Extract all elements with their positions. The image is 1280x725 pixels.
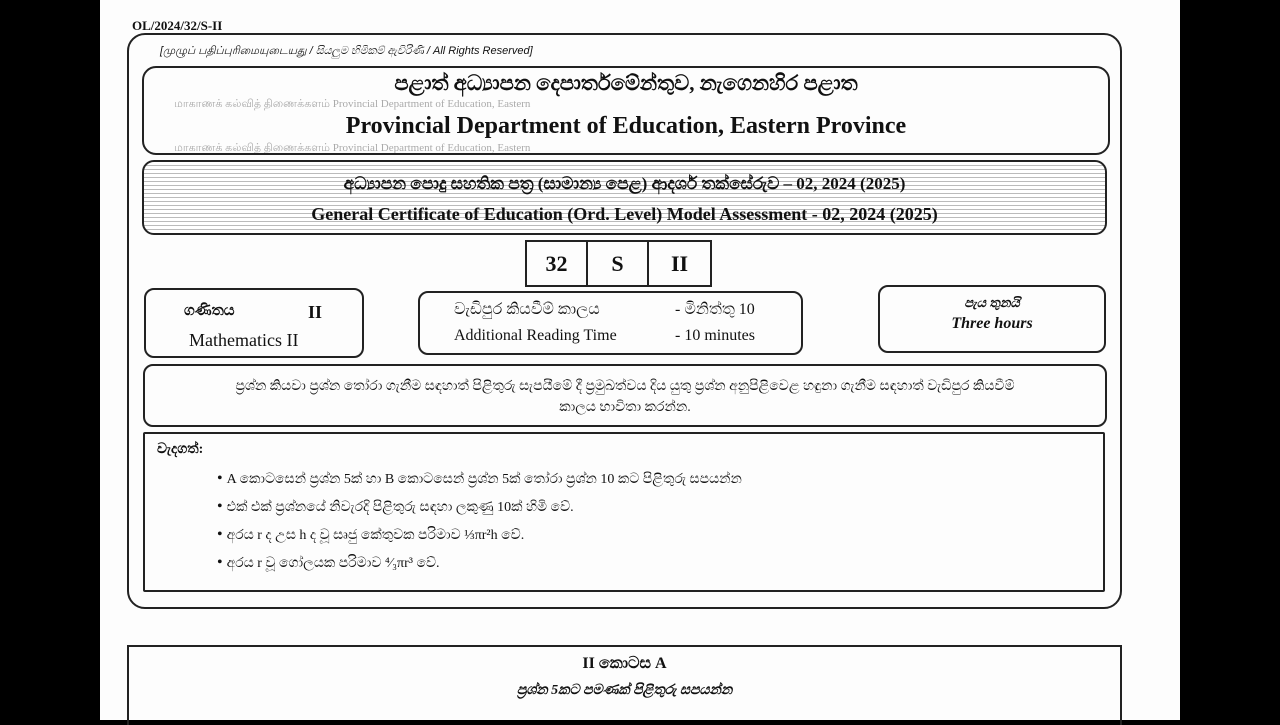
part-title: II කොටස A	[582, 655, 667, 672]
paper-code: OL/2024/32/S-II	[132, 18, 223, 33]
reading-value-english: - 10 minutes	[675, 327, 755, 344]
department-english: Provincial Department of Education, Eastern Province	[345, 113, 907, 139]
part-subtitle: ප්‍රශ්න 5කට පමණක් පිළිතුරු සපයන්න	[516, 683, 733, 698]
note-item: • අරය r වූ ගෝලයක පරිමාව ⁴⁄₃πr³ වේ.	[217, 554, 1091, 572]
exam-title-box	[142, 160, 1107, 235]
exam-title-english: General Certificate of Education (Ord. Level) Model Assessment - 02, 2024 (2025)	[311, 204, 938, 224]
subject-part: II	[308, 302, 323, 322]
code-box: 32	[527, 242, 588, 285]
rights-notice: [முழுப் பதிப்புரிமையுடையது / සියලුම හිමිකම් ඇවිරිණි / All Rights Reserved]	[160, 45, 533, 57]
subject-box	[144, 288, 364, 358]
part-a-box	[127, 645, 1122, 725]
duration-sinhala: පැය තුනයි	[964, 295, 1020, 310]
note-item: • එක් එක් ප්‍රශ්නයේ නිවැරදි පිළිතුරු සඳහා ලකුණු 10ක් හිමි වේ.	[217, 498, 1091, 516]
notes-box	[143, 432, 1105, 592]
instruction-box: ප්‍රශ්න කියවා ප්‍රශ්න තෝරා ගැනීම සඳහාත් පිළිතුරු සැපයීමේ දී ප්‍රමුඛත්වය දිය යුතු ප්‍රශ්න අනුපිළිවෙළ හඳුනා ගැනීම සඳහාත් වැඩිපුර කියවීම් කාලය භාවිතා කරන්න.	[143, 364, 1107, 427]
reading-time-box	[418, 291, 803, 355]
reading-label-sinhala: වැඩිපුර කියවීම් කාලය	[454, 301, 600, 318]
watermark: மாகாணக் கல்வித் திணைக்களம் Provincial Department of Education, Eastern	[174, 142, 531, 154]
exam-title-sinhala: අධ්‍යාපන පොදු සහතික පත්‍ර (සාමාන්‍ය පෙළ) ආදර්ශ තක්සේරුව – 02, 2024 (2025)	[343, 174, 906, 193]
reading-value-sinhala: - මිනිත්තු 10	[675, 301, 755, 318]
reading-label-english: Additional Reading Time	[454, 327, 617, 344]
department-header	[142, 66, 1110, 155]
duration-box	[878, 285, 1106, 353]
exam-page	[100, 0, 1180, 720]
subject-code-boxes	[525, 240, 712, 287]
subject-sinhala: ගණිතය	[184, 303, 235, 319]
code-box: S	[588, 242, 649, 285]
watermark: மாகாணக் கல்வித் திணைக்களம் Provincial Department of Education, Eastern	[174, 98, 531, 110]
note-item: • A කොටසෙන් ප්‍රශ්න 5ක් හා B කොටසෙන් ප්‍රශ්න 5ක් තෝරා ප්‍රශ්න 10 කට පිළිතුරු සපයන්න	[217, 470, 1091, 488]
code-box: II	[670, 251, 689, 276]
duration-english: Three hours	[951, 315, 1033, 332]
note-item: • අරය r ද උස h ද වූ සෘජු කේතුවක පරිමාව ⅓πr²h වේ.	[217, 526, 1091, 544]
subject-english: Mathematics II	[189, 330, 299, 350]
department-sinhala: පළාත් අධ්‍යාපන දෙපාර්තමේන්තුව, නැගෙනහිර පළාත	[394, 71, 858, 95]
notes-title: වැදගත්:	[157, 442, 204, 457]
